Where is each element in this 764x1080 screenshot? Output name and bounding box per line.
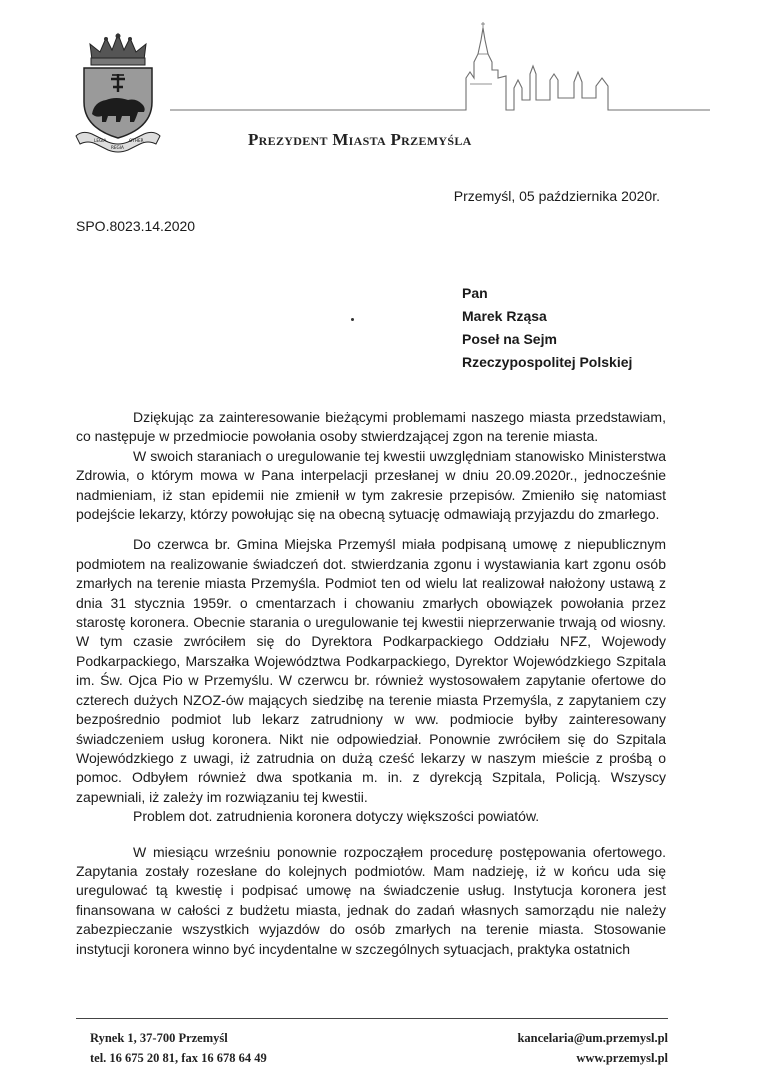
recipient-block bbox=[462, 282, 632, 374]
paragraph: Do czerwca br. Gmina Miejska Przemyśl miała podpisaną umowę z niepublicznym podmiotem na realizowanie świadczeń dot. stwierdzania zgonu i wystawiania kart zgonu osób zmarłych na terenie miasta Przemyśla. Podmiot ten od wielu lat realizował nałożony ustawą z dnia 31 stycznia 1959r. o cmentarzach i chowaniu zmarłych obowiązek powołania przez starostę koronera. Obecnie starania o uregulowanie tej kwestii nieprzerwanie trwają od wiosny. W tym czasie zwróciłem się do Dyrektora Podkarpackiego Oddziału NFZ, Wojewody Podkarpackiego, Marszałka Województwa Podkarpackiego, Dyrektor Wojewódzkiego Szpitala im. Św. Ojca Pio w Przemyślu. W czerwcu br. również wystosowałem zapytanie ofertowe do czterech dużych NZOZ-ów mających siedzibę na terenie miasta Przemyśla, z zapytaniem czy bezpośrednio podmiot lub lekarz zatrudniony w ww. podmiocie byłby zainteresowany świadczeniem usług koronera. Nikt nie odpowiedział. Ponownie zwróciłem się do Szpitala Wojewódzkiego z uwagi, iż zatrudnia on dużą cześć lekarzy w naszym mieście z prośbą o pomoc. Odbyłem również dwa spotkania m. in. z dyrekcją Szpitala, Policją. Wszyscy zapewniali, iż zależy im rozwiązaniu tej kwestii. bbox=[76, 536, 666, 805]
recipient-line: Marek Rząsa bbox=[462, 308, 547, 324]
city-skyline-outline-icon bbox=[170, 18, 710, 118]
letter-body bbox=[76, 408, 666, 959]
header-title: Prezydent Miasta Przemyśla bbox=[248, 130, 472, 149]
city-coat-of-arms-icon bbox=[72, 32, 164, 154]
footer-phone-fax: tel. 16 675 20 81, fax 16 678 64 49 bbox=[90, 1051, 267, 1065]
crest-ribbon-word-2: REGIA bbox=[111, 145, 124, 150]
footer-divider bbox=[76, 1018, 668, 1019]
footer-online bbox=[517, 1028, 668, 1068]
paragraph: Dziękując za zainteresowanie bieżącymi problemami naszego miasta przedstawiam, co następuje w przedmiocie powołania osoby stwierdzającej zgon na terenie miasta. bbox=[76, 409, 666, 445]
reference-number: SPO.8023.14.2020 bbox=[76, 218, 196, 234]
paragraph: W swoich staraniach o uregulowanie tej kwestii uwzględniam stanowisko Ministerstwa Zdrowia, o którym mowa w Pana interpelacji przesłanej w dniu 20.09.2020r., jednocześnie nadmieniam, iż stan epidemii nie zmienił w tym zakresie przepisów. Zmieniło się natomiast podejście lekarzy, którzy powołując się na obecną sytuację odmawiają przyjazdu do zmarłego. bbox=[76, 447, 666, 523]
footer-website: www.przemysl.pl bbox=[576, 1051, 668, 1065]
recipient-line: Rzeczypospolitej Polskiej bbox=[462, 354, 633, 370]
recipient-line: Pan bbox=[462, 285, 488, 301]
stray-dot bbox=[351, 318, 354, 321]
paragraph: W miesiącu wrześniu ponownie rozpocząłem procedurę postępowania ofertowego. Zapytania zostały rozesłane do kolejnych podmiotów. Mam nadzieję, iż w końcu uda się uregulować tą kwestię i podpisać umowę na świadczenie usług. Instytucja koronera jest finansowana w całości z budżetu miasta, jednak do zadań własnych samorządu nie należy zabezpieczanie wszystkich wyjazdów do osób zmarłych na terenie miasta. Stosowanie instytucji koronera winno być incydentalne w szczególnych sytuacjach, praktyka ostatnich bbox=[76, 843, 666, 957]
paragraph: Problem dot. zatrudnienia koronera dotyczy większości powiatów. bbox=[133, 808, 540, 825]
date-place: Przemyśl, 05 października 2020r. bbox=[453, 188, 660, 204]
footer-email: kancelaria@um.przemysl.pl bbox=[517, 1031, 668, 1045]
recipient-line: Poseł na Sejm bbox=[462, 331, 557, 347]
crest-ribbon-word-1: LEGIA bbox=[94, 138, 107, 143]
footer-contact bbox=[90, 1028, 267, 1068]
footer-address: Rynek 1, 37-700 Przemyśl bbox=[90, 1031, 228, 1045]
crest-ribbon-word-3: OTHER bbox=[129, 138, 144, 143]
